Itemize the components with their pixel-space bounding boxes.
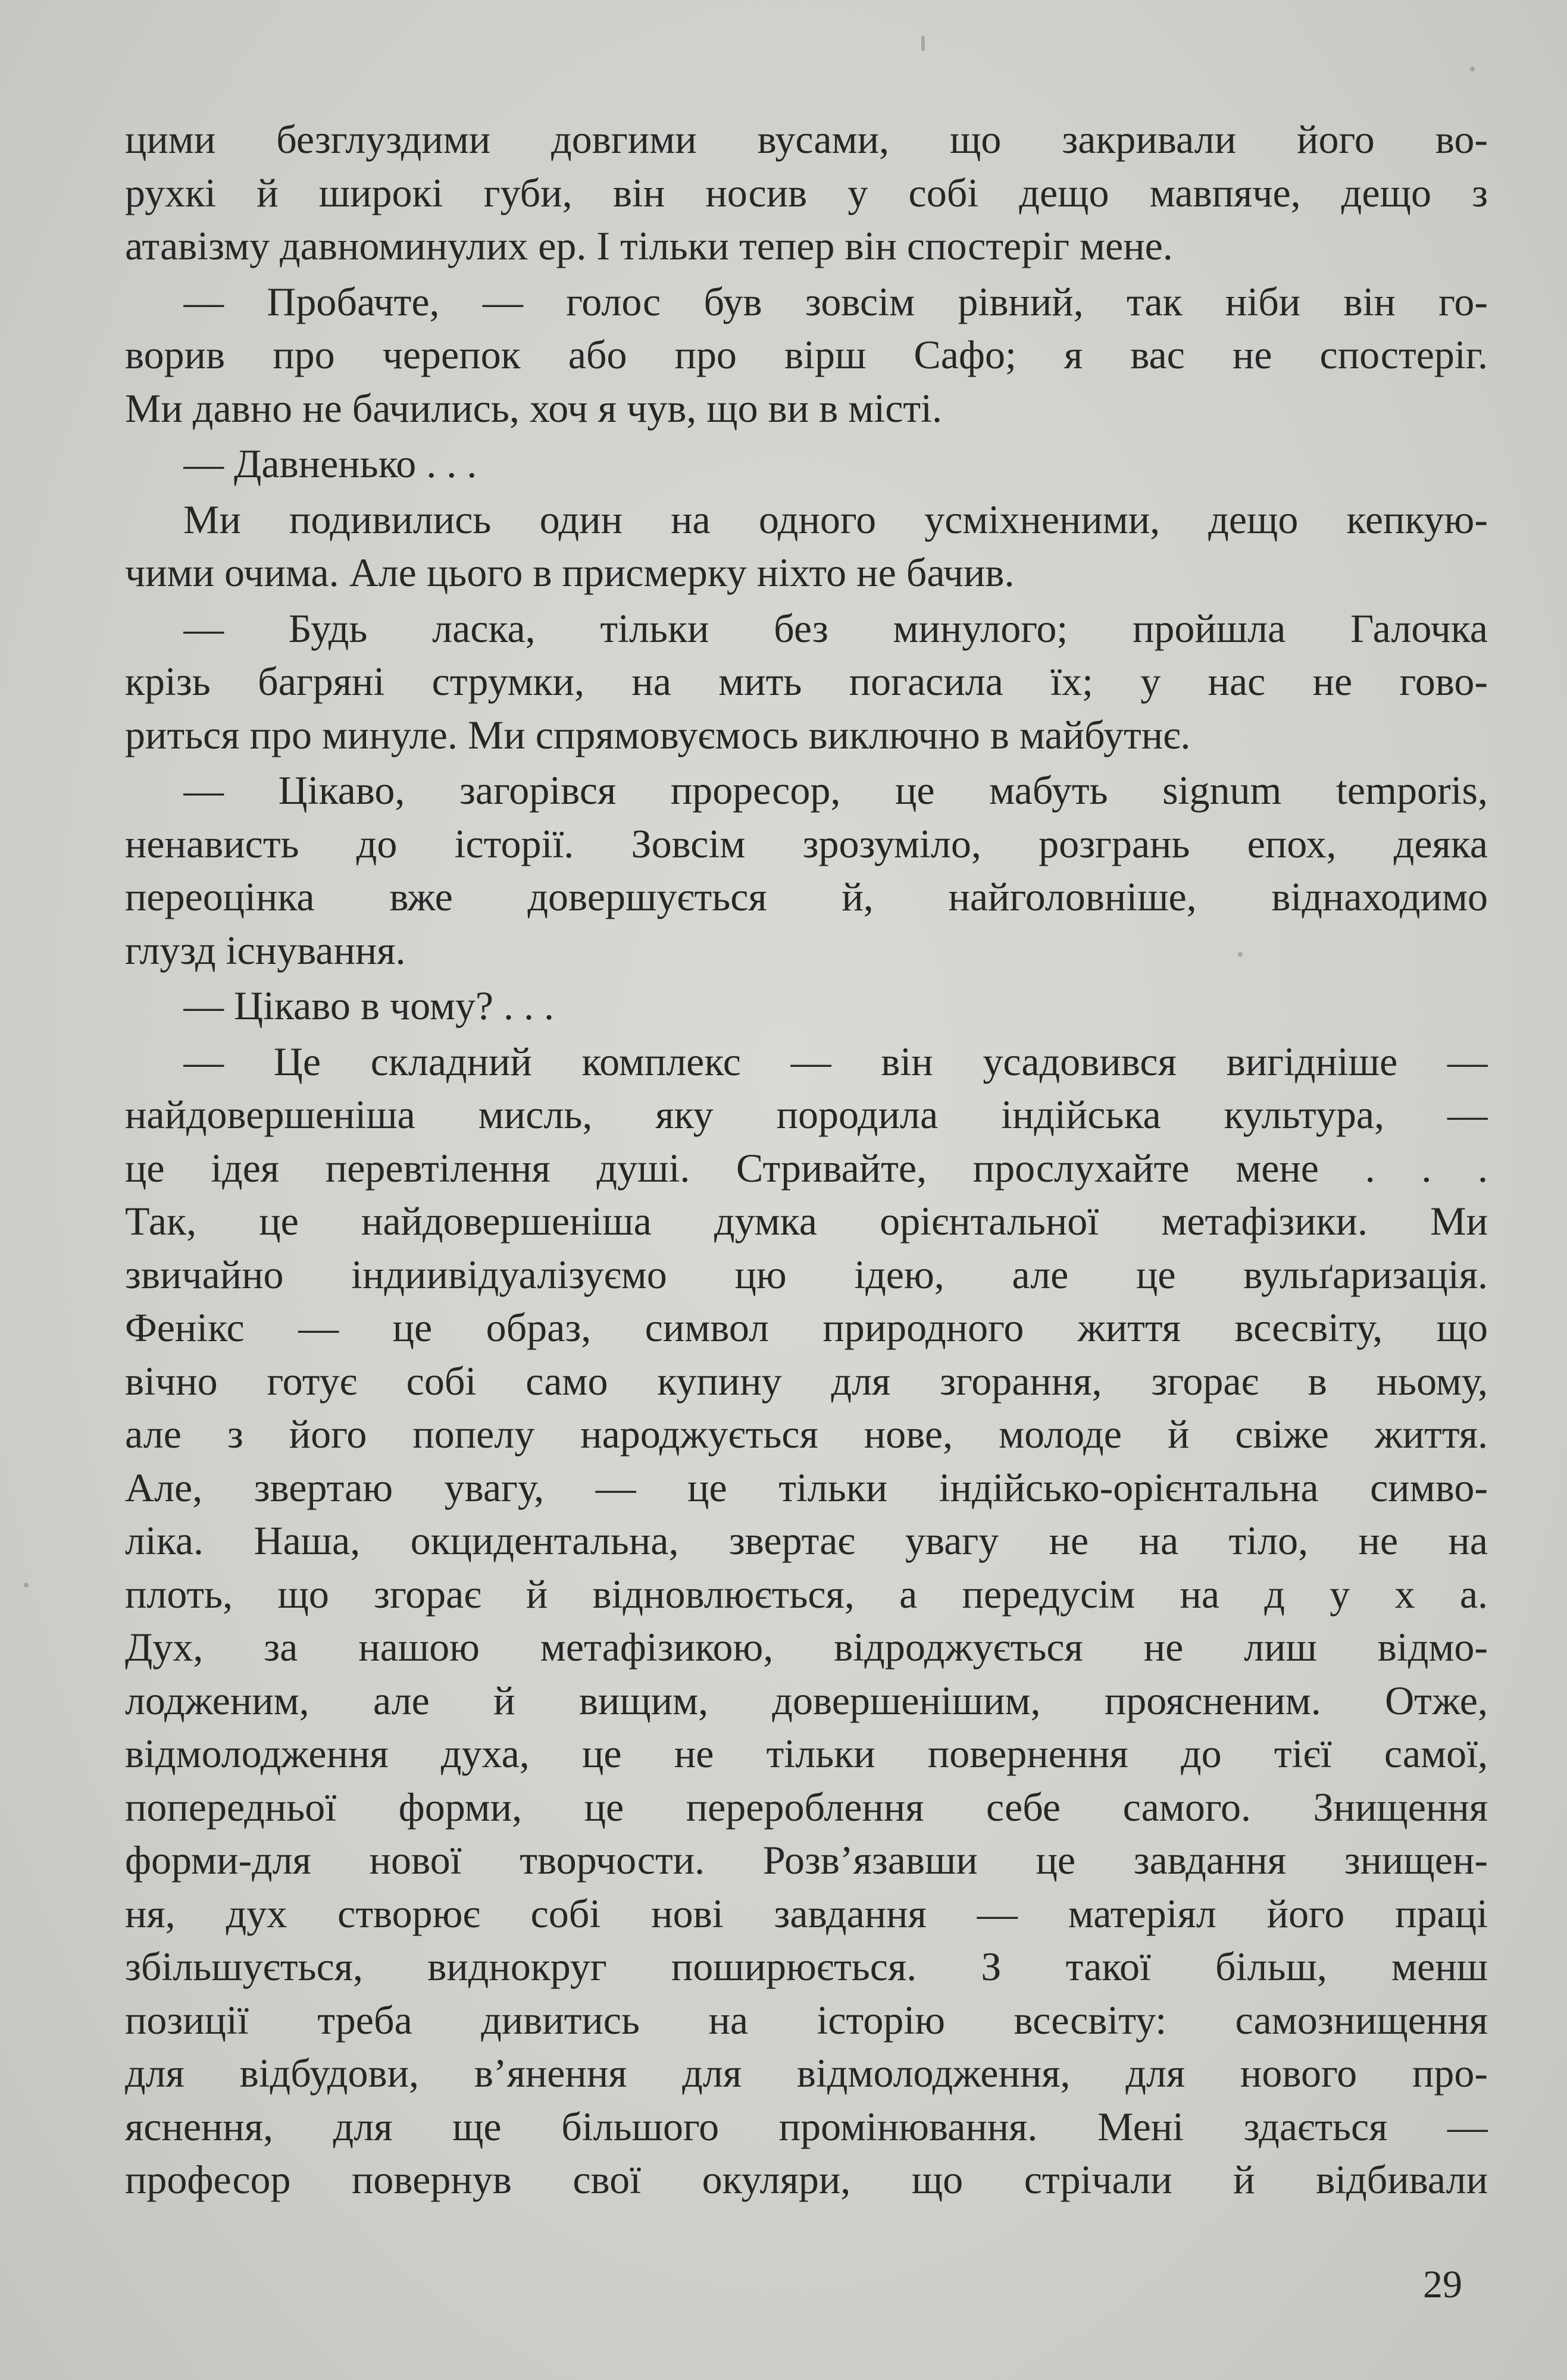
text-line: атавізму давноминулих ер. І тільки тепер він спостеріг мене. <box>125 223 1173 268</box>
text-line: Але, звертаю увагу, — це тільки індійсько-орієнтальна симво- <box>125 1464 1488 1510</box>
text-line: переоцінка вже довершується й, найголовніше, віднаходимо <box>125 874 1488 919</box>
text-line: відмолодження духа, це не тільки повернення до тієї самої, <box>125 1731 1488 1776</box>
text-line: лодженим, але й вищим, довершенішим, проясненим. Отже, <box>125 1677 1488 1723</box>
text-line: форми-для нової творчости. Розв’язавши це завдання знищен- <box>125 1837 1488 1883</box>
text-line: риться про минуле. Ми спрямовуємось виключно в майбутнє. <box>125 712 1191 757</box>
text-line: позиції треба дивитись на історію всесвіту: самознищення <box>125 1997 1488 2043</box>
text-line: але з його попелу народжується нове, молоде й свіже життя. <box>125 1411 1488 1457</box>
text-line: Фенікс — це образ, символ природного життя всесвіту, що <box>125 1305 1488 1350</box>
body-text <box>125 113 1488 2207</box>
text-line: Дух, за нашою метафізикою, відроджується не лиш відмо- <box>125 1624 1488 1670</box>
paper-speck <box>1470 67 1475 71</box>
text-line: ненависть до історії. Зовсім зрозуміло, розгрань епох, деяка <box>125 821 1488 866</box>
text-line: ліка. Наша, окцидентальна, звертає увагу не на тіло, не на <box>125 1518 1488 1563</box>
paper-speck <box>921 36 925 51</box>
text-line: — Це складний комплекс — він усадовився вигідніше — <box>183 1038 1488 1084</box>
text-line: професор повернув свої окуляри, що стрічали й відбивали <box>125 2157 1488 2202</box>
text-line: ня, дух створює собі нові завдання — матеріял його праці <box>125 1890 1488 1936</box>
text-line: рухкі й широкі губи, він носив у собі дещо мавпяче, дещо з <box>125 170 1488 215</box>
text-line: — Цікаво в чому? . . . <box>183 983 555 1028</box>
text-line: — Давненько . . . <box>183 441 477 486</box>
text-line: Ми давно не бачились, хоч я чув, що ви в місті. <box>125 385 942 431</box>
text-line: плоть, що згорає й відновлюється, а передусім на д у х а. <box>125 1571 1488 1617</box>
text-line: для відбудови, в’янення для відмолодження, для нового про- <box>125 2050 1488 2096</box>
text-line: чими очима. Але цього в присмерку ніхто не бачив. <box>125 550 1015 595</box>
text-line: глузд існування. <box>125 927 406 973</box>
paper-speck <box>24 1583 29 1587</box>
text-line: це ідея перевтілення душі. Стривайте, прослухайте мене . . . <box>125 1145 1488 1191</box>
text-line: попередньої форми, це перероблення себе самого. Знищення <box>125 1784 1488 1830</box>
text-line: Ми подивились один на одного усміхненими, дещо кепкую- <box>183 496 1488 542</box>
text-line: яснення, для ще більшого промінювання. Мені здається — <box>125 2103 1488 2149</box>
text-line: Так, це найдовершеніша думка орієнтальної метафізики. Ми <box>125 1198 1488 1244</box>
text-line: звичайно індиивідуалізуємо цю ідею, але це вульґаризація. <box>125 1251 1488 1297</box>
text-line: — Пробачте, — голос був зовсім рівний, так ніби він го- <box>183 278 1488 324</box>
page-number: 29 <box>1423 2263 1462 2306</box>
text-line: вічно готує собі само купину для згорання, згорає в ньому, <box>125 1358 1488 1404</box>
text-line: крізь багряні струмки, на мить погасила їх; у нас не гово- <box>125 659 1488 704</box>
text-line: — Будь ласка, тільки без минулого; пройшла Галочка <box>183 605 1488 651</box>
text-line: — Цікаво, загорівся прoресор, це мабуть signum temporis, <box>183 768 1488 813</box>
text-line: цими безглуздими довгими вусами, що закривали його во- <box>125 117 1488 162</box>
text-line: збільшується, виднокруг поширюється. З такої більш, менш <box>125 1944 1488 1989</box>
text-line: найдовершеніша мисль, яку породила індійська культура, — <box>125 1092 1488 1137</box>
text-line: ворив про черепок або про вірш Сафо; я вас не спостеріг. <box>125 332 1488 377</box>
